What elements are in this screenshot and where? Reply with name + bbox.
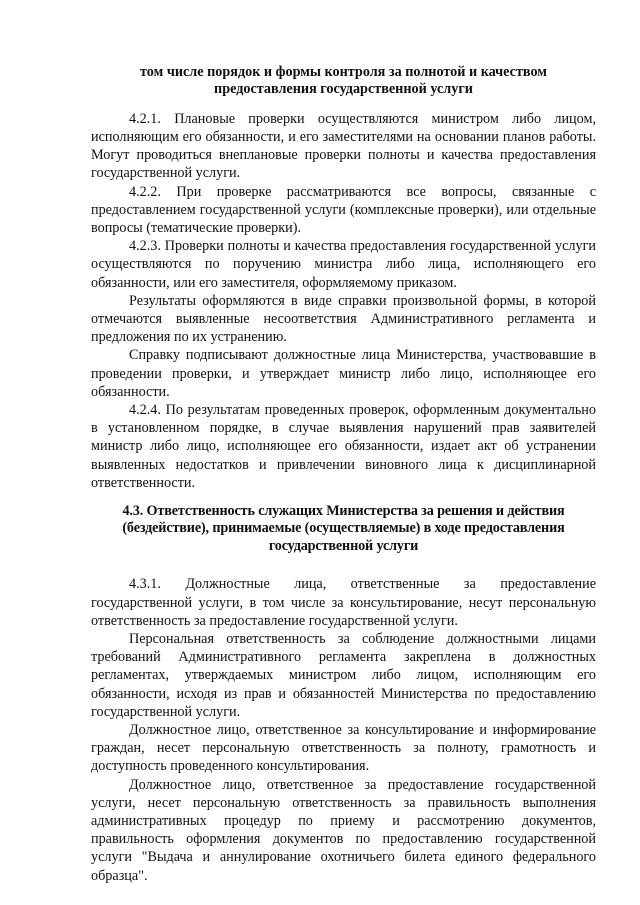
section-heading-4-3: 4.3. Ответственность служащих Министерства за решения и действия (бездействие), принимаемые (осуществляемые) в ходе предоставления государственной услуги: [122, 503, 565, 554]
paragraph-4-2-3: 4.2.3. Проверки полноты и качества предоставления государственной услуги осуществляются по поручению министра либо лица, исполняющего его обязанности, или его заместителя, оформляемому приказом.: [91, 238, 596, 291]
section-heading-top: том числе порядок и формы контроля за полнотой и качеством предоставления государственной услуги: [140, 64, 547, 98]
paragraph-personal-responsibility: Персональная ответственность за соблюдение должностными лицами требований Административного регламента закреплена в должностных регламентах, утверждаемых министром либо лицом, исполняющим его обязанности, исходя из прав и обязанностей Министерства по предоставлению государственной услуги.: [91, 630, 596, 720]
section-4-2: [91, 110, 596, 492]
paragraph-4-2-4: 4.2.4. По результатам проведенных проверок, оформленным документально в установленном порядке, в случае выявления нарушений прав заявителей министр либо лицо, исполняющее его обязанности, издает акт об устранении выявленных недостатков и привлечении виновного лица к дисциплинарной ответственности.: [91, 402, 596, 491]
paragraph-service-official: Должностное лицо, ответственное за предоставление государственной услуги, несет персональную ответственность за правильность выполнения административных процедур по приему и рассмотрению документов, правильность оформления документов по предоставлению государственной услуги "Выдача и аннулирование охотничьего билета единого федерального образца".: [91, 776, 596, 884]
section-4-3: [91, 575, 596, 884]
paragraph-4-2-2: 4.2.2. При проверке рассматриваются все вопросы, связанные с предоставлением государственной услуги (комплексные проверки), или отдельные вопросы (тематические проверки).: [91, 183, 596, 237]
paragraph-results: Результаты оформляются в виде справки произвольной формы, в которой отмечаются выявленные несоответствия Административного регламента и предложения по их устранению.: [91, 292, 596, 346]
paragraph-consulting-official: Должностное лицо, ответственное за консультирование и информирование граждан, несет персональную ответственность за полноту, грамотность и доступность проведенного консультирования.: [91, 721, 596, 775]
document-body: [91, 64, 596, 885]
paragraph-4-3-1: 4.3.1. Должностные лица, ответственные за предоставление государственной услуги, в том числе за консультирование, несут персональную ответственность за предоставление государственной услуги.: [91, 576, 596, 629]
paragraph-report-signing: Справку подписывают должностные лица Министерства, участвовавшие в проведении проверки, и утверждает министр либо лицо, исполняющее его обязанности.: [91, 347, 596, 400]
paragraph-4-2-1: 4.2.1. Плановые проверки осуществляются министром либо лицом, исполняющим его обязанности, и его заместителями на основании планов работы. Могут проводиться внеплановые проверки полноты и качества предоставления государственной услуги.: [91, 110, 596, 182]
